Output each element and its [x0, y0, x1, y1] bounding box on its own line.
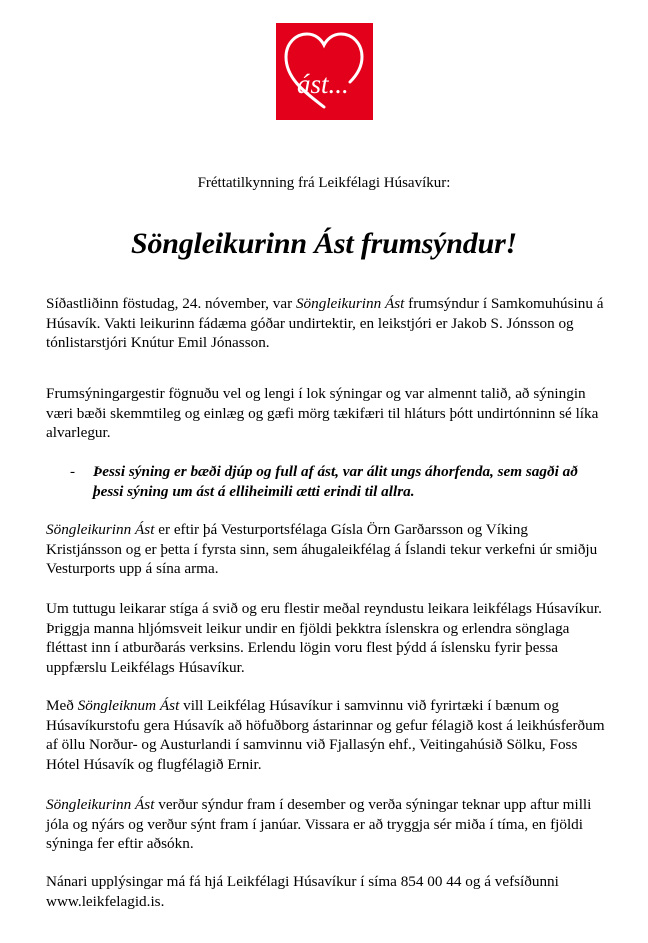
show-name: Söngleikurinn Ást [46, 521, 155, 538]
paragraph-text: verður sýndur fram í desember og verða sýningar teknar upp aftur milli jóla og nýárs og verður sýnt fram í janúar. Vissara er að tryggja sér miða í tíma, en fjöldi sýninga fer eftir aðsókn. [46, 796, 592, 852]
quote-text: Þessi sýning er bæði djúp og full af ást, var álit ungs áhorfenda, sem sagði að þessi sýning um ást á elliheimili ætti erindi til allra. [93, 463, 578, 500]
logo-text: ást... [297, 69, 349, 99]
paragraph-partners [46, 696, 606, 774]
paragraph-schedule [46, 795, 606, 854]
show-name: Söngleikurinn Ást [46, 796, 155, 813]
paragraph-cast: Um tuttugu leikarar stíga á svið og eru flestir meðal reyndustu leikara leikfélags Húsavíkur. Þriggja manna hljómsveit leikur undir en fjöldi þekktra íslenskra og erlendra sönglaga fléttast inn í atburðarás verksins. Erlendu lögin voru flest þýdd á íslensku fyrir þessa uppfærslu Leikfélags Húsavíkur. [46, 600, 602, 676]
list-dash: - [70, 463, 76, 480]
ast-logo [276, 23, 373, 120]
paragraph-text: Síðastliðinn föstudag, 24. nóvember, var [46, 295, 296, 312]
paragraph-text: er eftir þá Vesturportsfélaga Gísla Örn Garðarsson og Víking Kristjánsson og er þetta í fyrsta sinn, sem áhugaleikfélag á Íslandi tekur verkefni úr smiðju Vesturports upp á sína arma. [46, 521, 598, 577]
page-title: Söngleikurinn Ást frumsýndur! [130, 227, 518, 260]
paragraph-text: Með [46, 697, 78, 714]
paragraph-text: vill Leikfélag Húsavíkur i samvinnu við fyrirtæki í bænum og Húsavíkurstofu gera Húsavík að höfuðborg ástarinnar og gefur félagið kost á leikhúsferðum af öllu Norður- og Austurlandi í samvinnu við Fjallasýn ehf., Veitingahúsið Sölku, Foss Hótel Húsavík og flugfélagið Ernir. [46, 697, 605, 773]
heart-icon [276, 23, 373, 120]
audience-quote [70, 462, 610, 501]
paragraph-authors [46, 520, 606, 579]
paragraph-audience: Frumsýningargestir fögnuðu vel og lengi í lok sýningar og var almennt talið, að sýningin væri bæði skemmtileg og einlæg og gæfi mörg tækifæri til hláturs þótt undirtónninn sé líka alvarlegur. [46, 385, 599, 441]
paragraph-contact: Nánari upplýsingar má fá hjá Leikfélagi Húsavíkur í síma 854 00 44 og á vefsíðunni www.leikfelagid.is. [46, 873, 559, 910]
show-name: Söngleiknum Ást [77, 697, 180, 714]
paragraph-text: frumsýndur í Samkomuhúsinu á Húsavík. Vakti leikurinn fádæma góðar undirtektir, en leikstjóri er Jakob S. Jónsson og tónlistarstjóri Knútur Emil Jónasson. [46, 295, 604, 351]
press-release-label: Fréttatilkynning frá Leikfélagi Húsavíkur: [197, 175, 451, 191]
paragraph-premiere [46, 294, 606, 353]
show-name: Söngleikurinn Ást [295, 295, 405, 312]
